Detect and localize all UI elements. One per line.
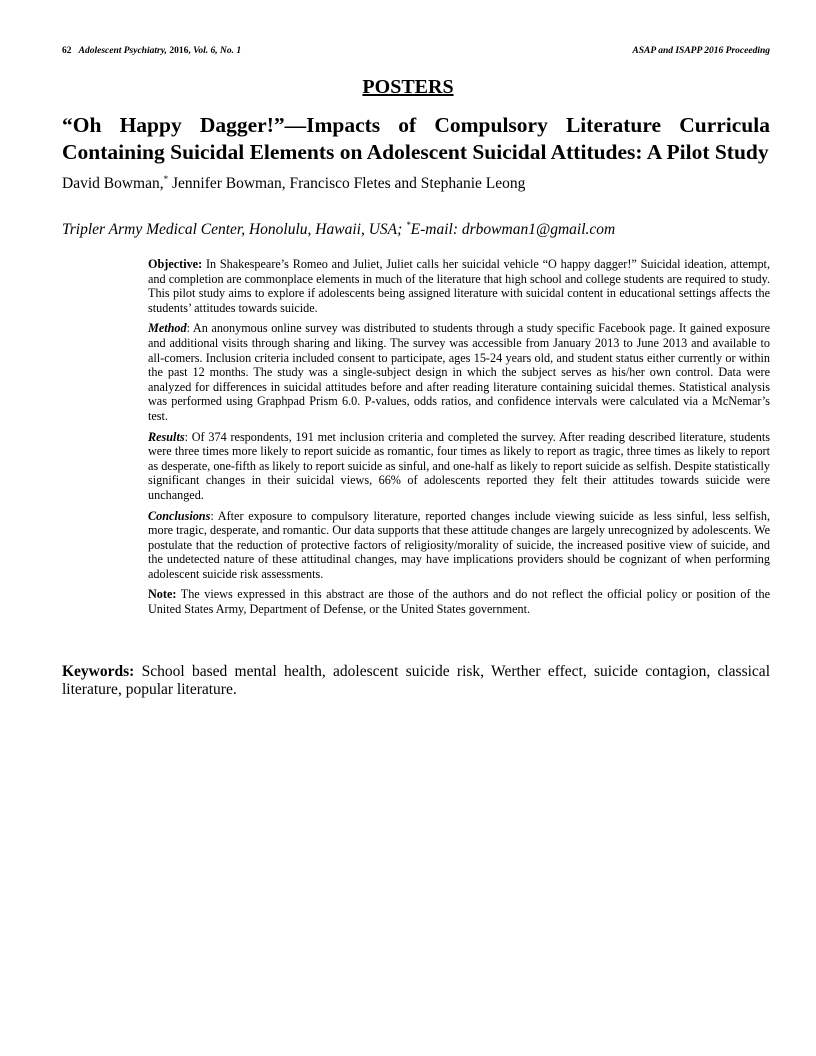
affiliation-text: Tripler Army Medical Center, Honolulu, Hawaii, USA; [62, 221, 407, 239]
note-text: The views expressed in this abstract are those of the authors and do not reflect the official policy or position of the United States Army, Department of Defense, or the United States government. [148, 587, 770, 617]
abstract [148, 257, 770, 623]
keywords-text: School based mental health, adolescent suicide risk, Werther effect, suicide contagion, classical literature, popular literature. [62, 663, 770, 698]
results-label: Results [148, 429, 185, 444]
note-label: Note: [148, 587, 177, 602]
results-paragraph [148, 430, 770, 503]
authors-rest: Jennifer Bowman, Francisco Fletes and Stephanie Leong [168, 175, 526, 193]
keywords-label: Keywords: [62, 663, 135, 680]
author-first: David Bowman, [62, 175, 164, 193]
method-label: Method [148, 321, 187, 336]
section-title: POSTERS [362, 76, 454, 98]
running-header [62, 46, 770, 56]
method-text: : An anonymous online survey was distributed to students through a study specific Facebook page. It gained exposure and additional visits through sharing and liking. The survey was accessible from January 2013 to June 2013 and available to all-comers. Inclusion criteria included consent to participate, ages 15-24 years old, and student status either currently or within the past 12 months. The study was a single-subject design in which the subject serves as his/her own control. Data were analyzed for differences in suicidal attitudes before and after reading literature containing suicidal themes. Statistical analysis was performed using Graphpad Prism 6.0. P-values, odds ratios, and confidence intervals were calculated via a McNemar’s test. [148, 321, 770, 423]
header-left [62, 46, 241, 56]
objective-text: In Shakespeare’s Romeo and Juliet, Juliet calls her suicidal vehicle “O happy dagger!” Suicidal ideation, attempt, and completion are commonplace elements in much of the literature that high school and college students are required to study. This pilot study aims to explore if adolescents being assigned literature with suicidal content in educational settings affects the students’ attitudes towards suicide. [148, 257, 770, 315]
method-paragraph [148, 321, 770, 423]
results-text: : Of 374 respondents, 191 met inclusion criteria and completed the survey. After reading described literature, students were three times more likely to report suicide as romantic, four times as likely to report as tragic, three times as likely to report as desperate, one-fifth as likely to report suicide as sinful, and one-half as likely to report suicide as selfish. Despite statistically significant changes in their suicidal views, 66% of adolescents reported they felt their attitudes towards suicide were unchanged. [148, 429, 770, 502]
email: E-mail: drbowman1@gmail.com [410, 221, 616, 239]
objective-paragraph [148, 257, 770, 315]
conclusions-label: Conclusions [148, 508, 211, 523]
journal-volume: Vol. 6, No. 1 [193, 46, 242, 56]
article-title: “Oh Happy Dagger!”—Impacts of Compulsory Literature Curricula Containing Suicidal Elements on Adolescent Suicidal Attitudes: A Pilot Study [62, 113, 770, 164]
journal-name: Adolescent Psychiatry, [78, 46, 167, 56]
authors [62, 174, 525, 193]
keywords [62, 663, 770, 699]
page-number: 62 [62, 46, 72, 56]
objective-label: Objective: [148, 257, 203, 271]
conclusions-paragraph [148, 509, 770, 582]
note-paragraph [148, 587, 770, 616]
journal-year: 2016, [166, 46, 194, 56]
corresponding-mark: * [163, 174, 169, 184]
header-right: ASAP and ISAPP 2016 Proceeding [632, 46, 770, 56]
email-mark: * [406, 220, 411, 230]
affiliation [62, 220, 615, 239]
conclusions-text: : After exposure to compulsory literature, reported changes include viewing suicide as less sinful, less selfish, more tragic, desperate, and romantic. Our data supports that these attitude changes are largely unrecognized by adolescents. We postulate that the reduction of protective factors of religiosity/morality of suicide, the increased positive view of suicide, and the undetected nature of these attitudinal changes, may have implications providers should be cognizant of when performing adolescent suicide risk assessments. [148, 508, 770, 581]
